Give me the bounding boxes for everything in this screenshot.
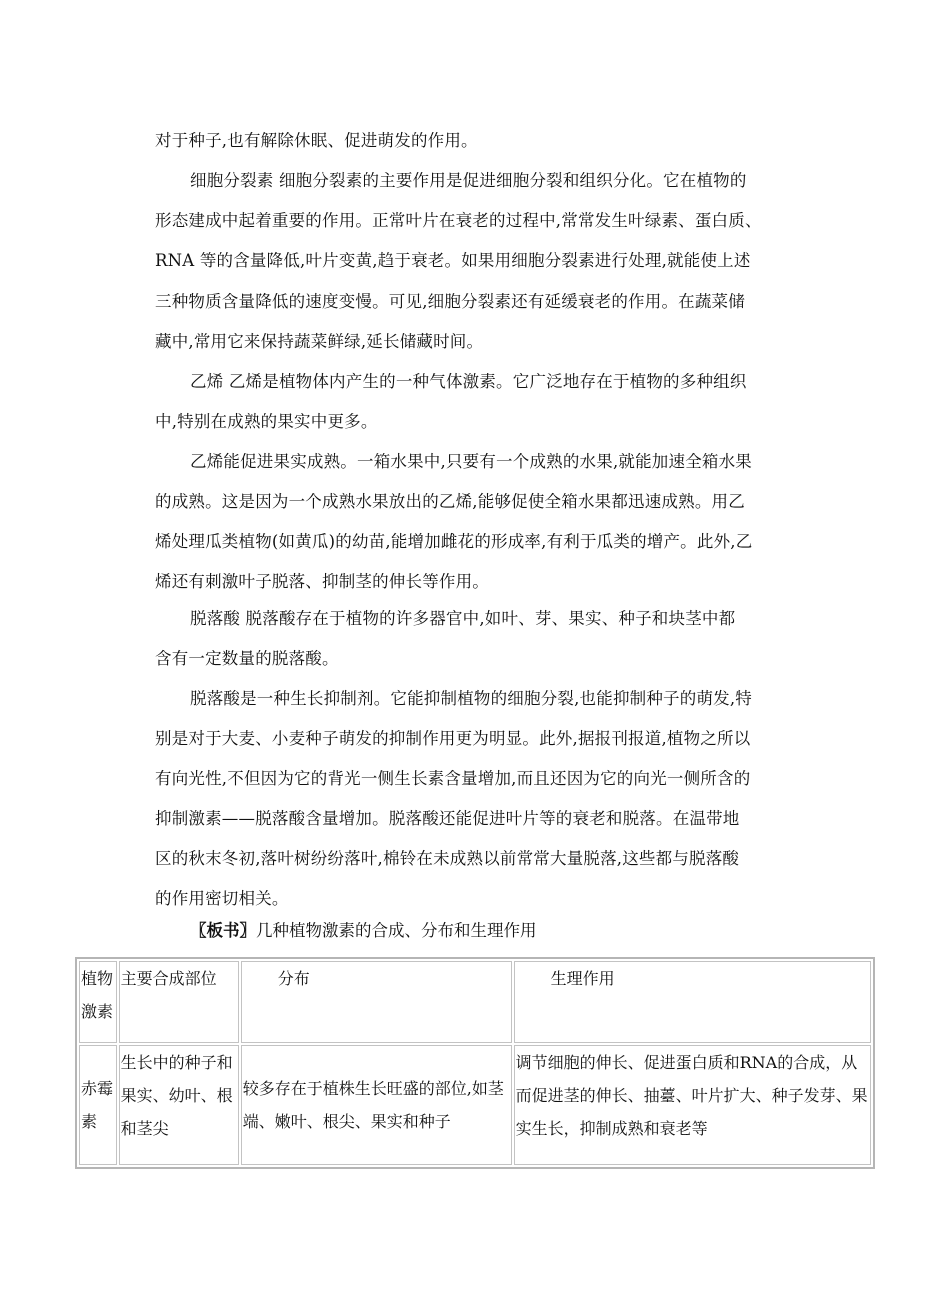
text-line: 中,特别在成熟的果实中更多。 [155,412,378,431]
cell-function: 调节细胞的伸长、促进蛋白质和RNA的合成，从而促进茎的伸长、抽薹、叶片扩大、种子发芽、果实生长，抑制成熟和衰老等 [514,1045,871,1165]
text-line: 别是对于大麦、小麦种子萌发的抑制作用更为明显。此外,据报刊报道,植物之所以 [155,729,751,748]
text-line: 的作用密切相关。 [155,889,289,908]
text-line: 乙烯 乙烯是植物体内产生的一种气体激素。它广泛地存在于植物的多种组织 [190,372,747,391]
text-line: 对于种子,也有解除休眠、促进萌发的作用。 [155,131,478,150]
blackboard-title: 几种植物激素的合成、分布和生理作用 [256,921,537,940]
text-line: 乙烯能促进果实成熟。一箱水果中,只要有一个成熟的水果,就能加速全箱水果 [190,452,752,471]
cell-hormone: 赤霉素 [79,1045,117,1165]
text-line: 脱落酸是一种生长抑制剂。它能抑制植物的细胞分裂,也能抑制种子的萌发,特 [190,689,752,708]
header-function: 生理作用 [514,961,871,1043]
text-line: 抑制激素——脱落酸含量增加。脱落酸还能促进叶片等的衰老和脱落。在温带地 [155,809,740,828]
text-line: 区的秋末冬初,落叶树纷纷落叶,棉铃在未成熟以前常常大量脱落,这些都与脱落酸 [155,849,740,868]
text-line: 藏中,常用它来保持蔬菜鲜绿,延长储藏时间。 [155,332,484,351]
blackboard-tag: 〖板书〗 [190,921,256,940]
table-row [79,1045,871,1165]
text-line: RNA 等的含量降低,叶片变黄,趋于衰老。如果用细胞分裂素进行处理,就能使上述 [155,251,751,270]
cell-distribution: 较多存在于植株生长旺盛的部位,如茎端、嫩叶、根尖、果实和种子 [241,1045,512,1165]
text-line: 的成熟。这是因为一个成熟水果放出的乙烯,能够促使全箱水果都迅速成熟。用乙 [155,492,745,511]
text-line: 细胞分裂素 细胞分裂素的主要作用是促进细胞分裂和组织分化。它在植物的 [190,171,747,190]
text-line: 烯还有刺激叶子脱落、抑制茎的伸长等作用。 [155,572,489,591]
header-synthesis-site: 主要合成部位 [119,961,239,1043]
text-line: 三种物质含量降低的速度变慢。可见,细胞分裂素还有延缓衰老的作用。在蔬菜储 [155,292,745,311]
hormone-table [75,957,875,1169]
table-header-row [79,961,871,1043]
text-line: 有向光性,不但因为它的背光一侧生长素含量增加,而且还因为它的向光一侧所含的 [155,769,751,788]
header-distribution: 分布 [241,961,512,1043]
text-line: 形态建成中起着重要的作用。正常叶片在衰老的过程中,常常发生叶绿素、蛋白质、 [155,211,762,230]
blackboard-heading [190,919,537,943]
header-hormone: 植物激素 [79,961,117,1043]
text-line: 含有一定数量的脱落酸。 [155,649,339,668]
text-line: 烯处理瓜类植物(如黄瓜)的幼苗,能增加雌花的形成率,有利于瓜类的增产。此外,乙 [155,532,753,551]
text-line: 脱落酸 脱落酸存在于植物的许多器官中,如叶、芽、果实、种子和块茎中都 [190,609,736,628]
cell-synthesis-site: 生长中的种子和果实、幼叶、根和茎尖 [119,1045,239,1165]
